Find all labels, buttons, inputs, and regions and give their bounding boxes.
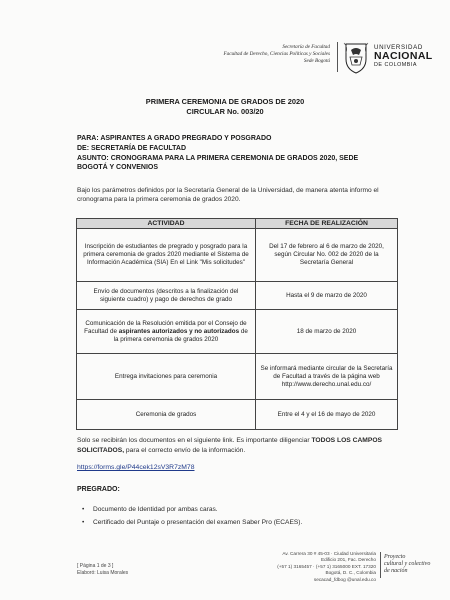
- header-divider: [337, 42, 338, 72]
- submission-notice: [77, 436, 382, 455]
- activity-text: Comunicación de la Resolución emitida por el Consejo de Facultad de: [84, 319, 247, 335]
- notice-text: Solo se recibirán los documentos en el siguiente link. Es importante diligenciar: [77, 437, 312, 444]
- table-row: [77, 282, 398, 310]
- address-line: Edificio 201, Fac. Derecho: [321, 557, 376, 563]
- table-row: [77, 400, 398, 430]
- table-row: [77, 229, 398, 282]
- subject-asunto: ASUNTO: CRONOGRAMA PARA LA PRIMERA CEREMONIA DE GRADOS 2020, SEDE BOGOTÁ Y CONVENIOS: [77, 155, 359, 171]
- author-line: Elaboró: Luisa Morales: [77, 569, 129, 576]
- bullet-icon: •: [82, 506, 85, 513]
- column-header-activity: ACTIVIDAD: [77, 219, 256, 229]
- faculty-header: [190, 44, 330, 66]
- date-cell: Hasta el 9 de marzo de 2020: [256, 282, 398, 310]
- activity-cell: Envío de documentos (descritos a la finalización del siguiente cuadro) y pago de derechos de grado: [77, 282, 256, 310]
- schedule-table: [76, 218, 398, 430]
- university-main: NACIONAL: [374, 50, 433, 62]
- faculty-line: Secretaría de Facultad: [282, 44, 330, 50]
- footer-divider: [380, 552, 381, 578]
- address-line: secacad_fdbog @unal.edu.co: [313, 576, 376, 582]
- list-item-text: Certificado del Puntaje o presentación del examen Saber Pro (ECAES).: [93, 519, 303, 526]
- addressee-para: PARA: ASPIRANTES A GRADO PREGRADO Y POSGRADO: [77, 135, 272, 142]
- address-line: Av. Carrera 30 # 45-03 · Ciudad Universitaria: [282, 551, 376, 556]
- activity-cell: Inscripción de estudiantes de pregrado y posgrado para la primera ceremonia de grados 2020 mediante el Sistema de Información Académica (SIA) En el Link "Mis solicitudes": [77, 229, 256, 282]
- university-wordmark: [374, 44, 450, 69]
- university-bottom: DE COLOMBIA: [374, 62, 417, 68]
- intro-paragraph: Bajo los parámetros definidos por la Secretaría General de la Universidad, de manera atenta informo el cronograma para la primera ceremonia de grados 2020.: [77, 187, 379, 204]
- university-top: UNIVERSIDAD: [374, 44, 423, 51]
- date-cell: 18 de marzo de 2020: [256, 310, 398, 354]
- address-line: (+57 1) 3165457 · (+57 1) 3165000 EXT. 17320: [277, 563, 376, 569]
- slogan-line: cultural y colectivo: [384, 561, 431, 568]
- ceremony-title: PRIMERA CEREMONIA DE GRADOS DE 2020: [145, 97, 305, 106]
- faculty-line: Facultad de Derecho, Ciencias Políticas y Sociales: [223, 51, 330, 58]
- list-item: [82, 519, 303, 526]
- notice-emphasis: TODOS LOS CAMPOS SOLICITADOS,: [77, 437, 382, 454]
- date-cell: Del 17 de febrero al 6 de marzo de 2020, según Circular No. 002 de 2020 de la Secretaría General: [256, 229, 398, 282]
- table-row: [77, 310, 398, 354]
- circular-number: CIRCULAR No. 003/20: [186, 107, 264, 116]
- activity-cell: Ceremonia de grados: [77, 400, 256, 430]
- notice-text: para el correcto envío de la información.: [124, 446, 246, 454]
- list-item: [82, 506, 218, 513]
- activity-text: de la primera ceremonia de grados 2020: [113, 327, 248, 343]
- slogan-line: Proyecto: [384, 554, 406, 560]
- address-line: Bogotá, D. C., Colombia: [325, 570, 376, 576]
- pregrado-heading: PREGRADO:: [77, 486, 120, 493]
- list-item-text: Documento de Identidad por ambas caras.: [93, 506, 218, 513]
- slogan-line: de nación: [384, 568, 408, 575]
- page-number: [ Página 1 de 3 ]: [77, 563, 114, 569]
- bullet-icon: •: [82, 519, 85, 526]
- date-cell: Se informará mediante circular de la Secretaría de Facultad a través de la página web http://www.derecho.unal.edu.co/: [256, 354, 398, 400]
- table-header-row: [77, 219, 398, 229]
- activity-cell: Entrega invitaciones para ceremonia: [77, 354, 256, 400]
- faculty-line: Sede Bogotá: [303, 58, 330, 65]
- date-cell: Entre el 4 y el 16 de mayo de 2020: [256, 400, 398, 430]
- activity-emphasis: aspirantes autorizados y no autorizados: [118, 327, 240, 335]
- footer-slogan: [384, 554, 444, 576]
- university-shield-logo: [342, 41, 370, 75]
- addressee-de: DE: SECRETARÍA DE FACULTAD: [77, 145, 187, 152]
- footer-page-info: [77, 563, 128, 576]
- column-header-date: FECHA DE REALIZACIÓN: [256, 219, 398, 229]
- footer-address: [248, 551, 376, 583]
- activity-cell: [77, 310, 256, 354]
- table-row: [77, 354, 398, 400]
- forms-link[interactable]: https://forms.gle/P44cek12sV3R7zM78: [77, 464, 195, 471]
